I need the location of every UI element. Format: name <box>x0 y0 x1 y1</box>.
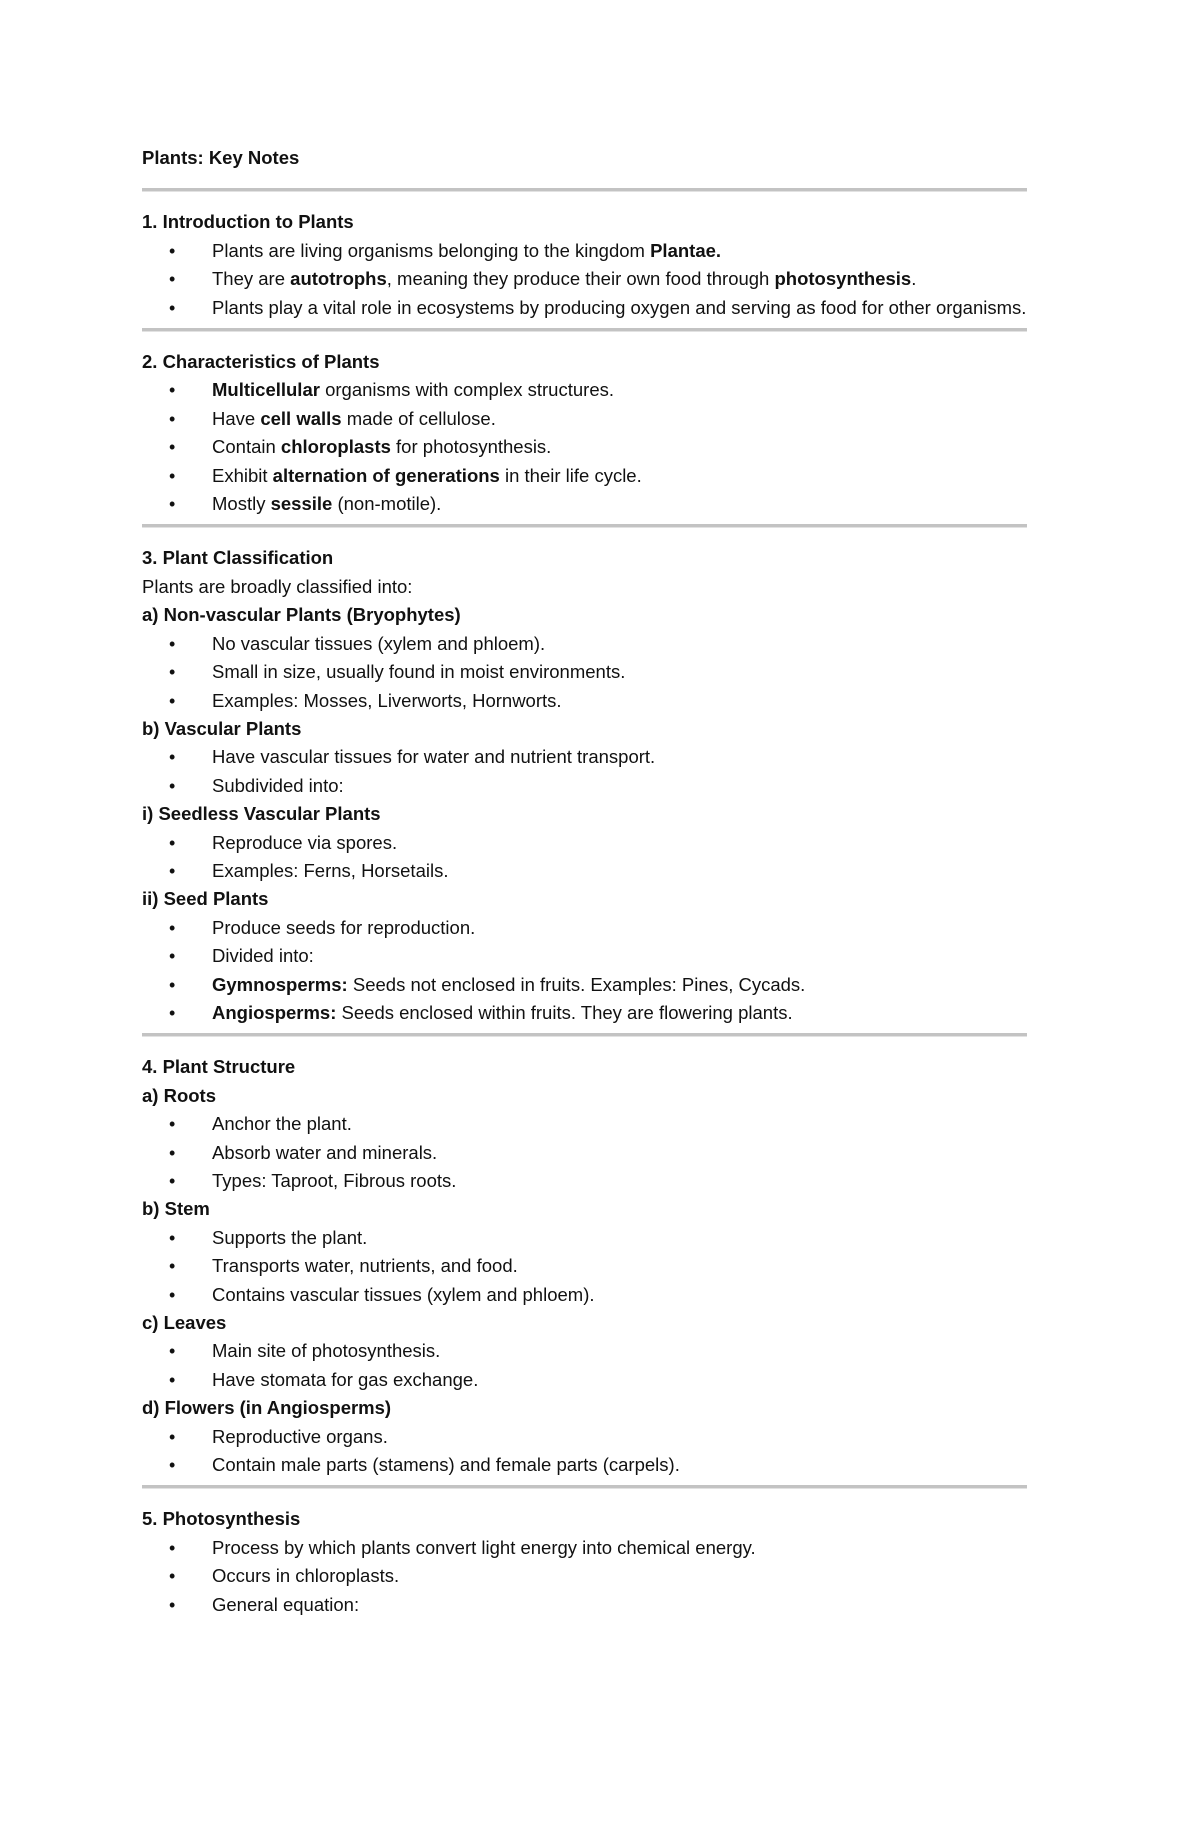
text-run: Absorb water and minerals. <box>212 1141 438 1163</box>
list-item <box>142 1337 1027 1365</box>
list-item <box>142 1110 1027 1138</box>
section <box>142 1053 1027 1479</box>
bold-text: alternation of generations <box>272 464 500 486</box>
section-divider <box>142 524 1027 528</box>
text-run: , meaning they produce their own food through <box>386 268 775 290</box>
bullet-list <box>142 630 1027 715</box>
text-run: Examples: Ferns, Horsetails. <box>212 859 449 881</box>
text-run: No vascular tissues (xylem and phloem). <box>212 632 546 654</box>
text-run: Transports water, nutrients, and food. <box>212 1255 518 1277</box>
bullet-list <box>142 1110 1027 1195</box>
text-run: They are <box>212 268 291 290</box>
list-item <box>142 1366 1027 1394</box>
section <box>142 208 1027 322</box>
text-run: Have <box>212 407 261 429</box>
list-item <box>142 999 1027 1027</box>
list-item <box>142 405 1027 433</box>
section-divider <box>142 328 1027 332</box>
list-item <box>142 772 1027 800</box>
text-run: Anchor the plant. <box>212 1113 352 1135</box>
list-item <box>142 1167 1027 1195</box>
text-run: Plants play a vital role in ecosystems by producing oxygen and serving as food for other organisms. <box>212 296 1027 318</box>
list-item <box>142 1224 1027 1252</box>
bullet-list <box>142 237 1027 322</box>
text-run: Have stomata for gas exchange. <box>212 1368 479 1390</box>
text-run: Supports the plant. <box>212 1226 368 1248</box>
section <box>142 348 1027 518</box>
list-item <box>142 237 1027 265</box>
bullet-list <box>142 829 1027 886</box>
subheading: b) Vascular Plants <box>142 717 302 739</box>
text-run: Plants are living organisms belonging to the kingdom <box>212 239 651 261</box>
list-item <box>142 490 1027 518</box>
section-divider <box>142 1485 1027 1489</box>
subheading: b) Stem <box>142 1198 210 1220</box>
document-title: Plants: Key Notes <box>142 147 300 168</box>
text-run: for photosynthesis. <box>390 436 552 458</box>
text-run: Examples: Mosses, Liverworts, Hornworts. <box>212 689 562 711</box>
bold-text: Plantae. <box>650 239 722 261</box>
subheading: d) Flowers (in Angiosperms) <box>142 1397 392 1419</box>
list-item <box>142 829 1027 857</box>
text-run: Contain male parts (stamens) and female parts (carpels). <box>212 1454 680 1476</box>
section-divider <box>142 188 1027 192</box>
list-item <box>142 1423 1027 1451</box>
list-item <box>142 294 1027 322</box>
section-heading: 1. Introduction to Plants <box>142 211 354 233</box>
document-body <box>142 188 1027 1619</box>
subheading: a) Non-vascular Plants (Bryophytes) <box>142 604 461 626</box>
list-item <box>142 1534 1027 1562</box>
document-page <box>142 130 1027 1619</box>
section-heading: 4. Plant Structure <box>142 1056 296 1078</box>
text-run: Subdivided into: <box>212 774 344 796</box>
list-item <box>142 630 1027 658</box>
list-item <box>142 433 1027 461</box>
text-run: Seeds not enclosed in fruits. Examples: Pines, Cycads. <box>347 973 806 995</box>
list-item <box>142 1451 1027 1479</box>
text-run: Contain <box>212 436 281 458</box>
text-run: Reproduce via spores. <box>212 831 398 853</box>
list-item <box>142 1281 1027 1309</box>
text-run: Have vascular tissues for water and nutrient transport. <box>212 746 656 768</box>
text-run: Small in size, usually found in moist environments. <box>212 661 626 683</box>
bold-text: Gymnosperms: <box>212 973 348 995</box>
bold-text: autotrophs <box>290 268 387 290</box>
bullet-list <box>142 1224 1027 1309</box>
list-item <box>142 376 1027 404</box>
bullet-list <box>142 376 1027 518</box>
bold-text: Angiosperms: <box>212 1001 337 1023</box>
list-item <box>142 658 1027 686</box>
section <box>142 1505 1027 1619</box>
bold-text: Multicellular <box>212 379 320 401</box>
bold-text: chloroplasts <box>280 436 391 458</box>
text-run: (non-motile). <box>332 493 442 515</box>
bold-text: sessile <box>270 493 333 515</box>
list-item <box>142 1591 1027 1619</box>
text-run: Reproductive organs. <box>212 1425 388 1447</box>
text-run: Divided into: <box>212 945 314 967</box>
section <box>142 544 1027 1027</box>
text-run: Seeds enclosed within fruits. They are flowering plants. <box>336 1001 793 1023</box>
list-item <box>142 914 1027 942</box>
list-item <box>142 462 1027 490</box>
text-run: Process by which plants convert light energy into chemical energy. <box>212 1536 756 1558</box>
section-heading: 3. Plant Classification <box>142 547 334 569</box>
text-run: . <box>911 268 917 290</box>
paragraph: Plants are broadly classified into: <box>142 575 413 597</box>
bullet-list <box>142 1534 1027 1619</box>
bullet-list <box>142 1423 1027 1480</box>
bold-text: cell walls <box>260 407 342 429</box>
subheading: c) Leaves <box>142 1312 227 1334</box>
list-item <box>142 1252 1027 1280</box>
list-item <box>142 1139 1027 1167</box>
text-run: Contains vascular tissues (xylem and phloem). <box>212 1283 595 1305</box>
text-run: in their life cycle. <box>499 464 642 486</box>
text-run: Main site of photosynthesis. <box>212 1340 441 1362</box>
list-item <box>142 971 1027 999</box>
list-item <box>142 857 1027 885</box>
section-heading: 5. Photosynthesis <box>142 1508 301 1530</box>
subheading: a) Roots <box>142 1084 216 1106</box>
text-run: organisms with complex structures. <box>319 379 614 401</box>
text-run: Produce seeds for reproduction. <box>212 916 476 938</box>
list-item <box>142 743 1027 771</box>
section-heading: 2. Characteristics of Plants <box>142 351 380 373</box>
list-item <box>142 942 1027 970</box>
list-item <box>142 265 1027 293</box>
section-divider <box>142 1033 1027 1037</box>
bullet-list <box>142 743 1027 800</box>
subheading: ii) Seed Plants <box>142 888 269 910</box>
bold-text: photosynthesis <box>774 268 912 290</box>
text-run: made of cellulose. <box>341 407 496 429</box>
list-item <box>142 687 1027 715</box>
bullet-list <box>142 914 1027 1028</box>
list-item <box>142 1562 1027 1590</box>
bullet-list <box>142 1337 1027 1394</box>
text-run: Occurs in chloroplasts. <box>212 1565 400 1587</box>
subheading: i) Seedless Vascular Plants <box>142 803 381 825</box>
text-run: General equation: <box>212 1593 360 1615</box>
text-run: Types: Taproot, Fibrous roots. <box>212 1170 457 1191</box>
text-run: Mostly <box>212 493 271 515</box>
text-run: Exhibit <box>212 464 273 486</box>
